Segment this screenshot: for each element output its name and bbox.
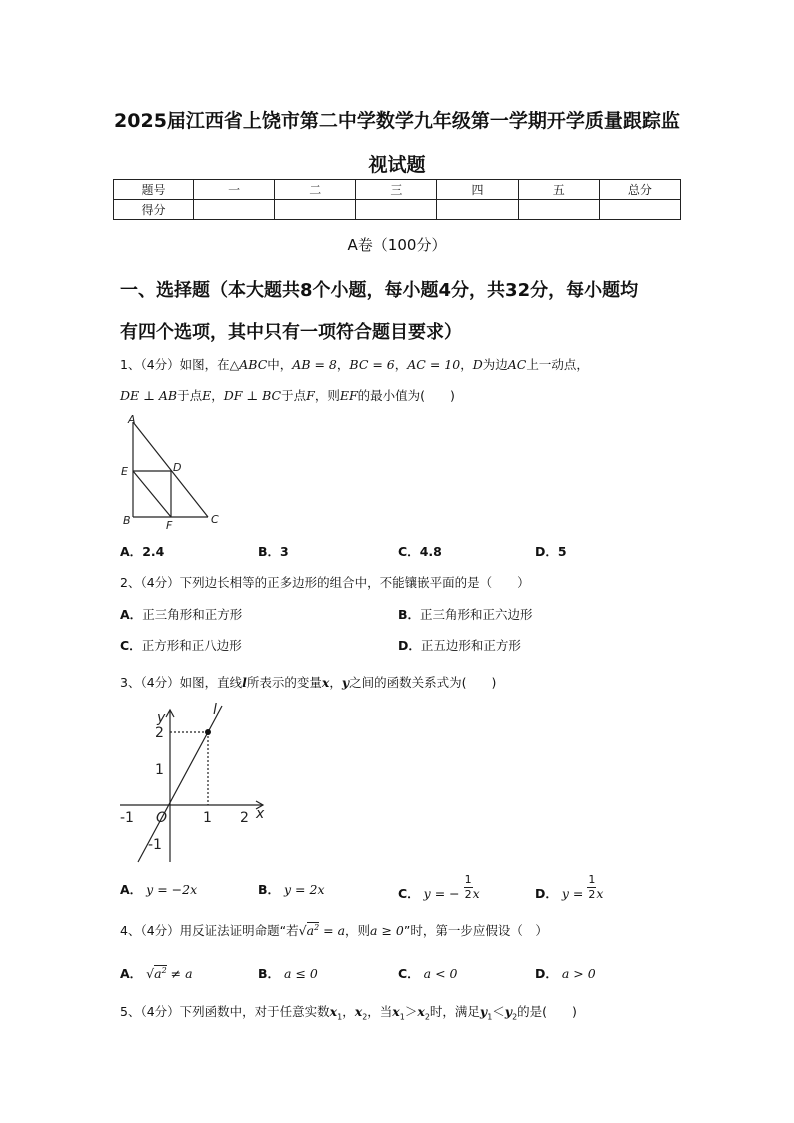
- score-cell: [599, 200, 680, 220]
- q5-sub: 2: [512, 1012, 518, 1022]
- label-f: F: [166, 519, 173, 532]
- fraction: [587, 873, 596, 902]
- q4-option-b[interactable]: [258, 964, 318, 982]
- score-table-score-row: [114, 200, 681, 220]
- option-formula-tail: x: [472, 886, 480, 901]
- q1-option-a[interactable]: [120, 542, 164, 560]
- option-formula: y = −: [423, 886, 460, 901]
- q5-text: ＞: [404, 1004, 418, 1019]
- score-table-header-row: [114, 180, 681, 200]
- q5-text: 的是( ): [517, 1004, 577, 1019]
- fraction: [464, 873, 473, 902]
- q5-var: x: [392, 1004, 400, 1019]
- triangle-figure: [115, 410, 225, 532]
- option-text: 正方形和正八边形: [141, 638, 242, 653]
- q5-text: ，: [342, 1004, 355, 1019]
- q3-math: x: [321, 675, 330, 690]
- option-formula: y =: [561, 886, 588, 901]
- option-key: B．: [258, 966, 281, 981]
- q5-text: ＜: [492, 1004, 505, 1019]
- score-cell: [518, 200, 599, 220]
- option-key: C．: [398, 966, 420, 981]
- option-formula: a ≤ 0: [284, 966, 318, 981]
- q5-sub: 2: [424, 1012, 430, 1022]
- option-key: B．: [258, 544, 281, 559]
- score-cell: [356, 200, 437, 220]
- sqrt-radicand: a: [306, 923, 315, 938]
- q5-sub: 1: [399, 1012, 405, 1022]
- fraction-numerator: 1: [464, 873, 472, 886]
- q5-text: ，当: [367, 1004, 393, 1019]
- score-table-header-cell: 四: [437, 180, 518, 200]
- question-4-text: [120, 921, 548, 939]
- paper-title-line2: 视试题: [368, 154, 426, 176]
- score-table-header-cell: 总分: [599, 180, 680, 200]
- option-key: A．: [120, 882, 143, 897]
- q5-var: x: [417, 1004, 425, 1019]
- option-key: A．: [120, 966, 143, 981]
- q3-option-c[interactable]: [398, 873, 480, 902]
- option-key: A．: [120, 607, 143, 622]
- q1-text: 于点: [281, 388, 307, 403]
- q3-option-a[interactable]: [120, 880, 197, 898]
- question-3-text: [120, 673, 496, 691]
- q1-math: AC: [507, 357, 527, 372]
- q5-sub: 2: [362, 1012, 368, 1022]
- score-row-label: 得分: [114, 200, 194, 220]
- label-c: C: [211, 513, 219, 526]
- q1-math: AB = 8: [292, 357, 337, 372]
- label-d: D: [173, 461, 182, 474]
- q5-var: y: [479, 1004, 488, 1019]
- section-heading-line2: 有四个选项，其中只有一项符合题目要求）: [120, 322, 462, 343]
- sqrt-expression: $√a^2$: [146, 965, 167, 981]
- option-key: D．: [398, 638, 421, 653]
- question-1-line1: [120, 355, 589, 373]
- q4-text: ，则: [345, 923, 371, 938]
- option-key: D．: [535, 886, 558, 901]
- score-cell: [275, 200, 356, 220]
- q3-option-d[interactable]: [535, 873, 603, 902]
- score-cell: [437, 200, 518, 220]
- score-table-header-cell: 一: [194, 180, 275, 200]
- option-text: 4.8: [419, 544, 442, 559]
- q1-math: DE ⊥ AB: [120, 388, 178, 403]
- q1-text: ，则: [314, 388, 340, 403]
- option-text: 2.4: [142, 544, 165, 559]
- q5-sub: 1: [487, 1012, 493, 1022]
- q3-text: 所表示的变量: [246, 675, 322, 690]
- x-axis-label: x: [256, 806, 265, 822]
- tick-y-minus1: -1: [148, 837, 162, 853]
- q1-text: 为边: [482, 357, 508, 372]
- option-key: B．: [398, 607, 421, 622]
- q4-option-d[interactable]: [535, 964, 596, 982]
- sqrt-expression: $√a^2$: [298, 922, 320, 938]
- option-formula: y = 2x: [284, 882, 325, 897]
- q1-math: BC = 6: [349, 357, 395, 372]
- score-table-header-cell: 三: [356, 180, 437, 200]
- tick-x-minus1: -1: [120, 810, 134, 826]
- q2-option-d[interactable]: [398, 636, 521, 654]
- function-graph: [115, 700, 275, 866]
- q3-math: y: [341, 675, 350, 690]
- tick-x-2: 2: [240, 810, 249, 826]
- option-text: 正五边形和正方形: [420, 638, 521, 653]
- q1-text: ，: [460, 357, 473, 372]
- score-table-header-cell: 二: [275, 180, 356, 200]
- line-label: l: [213, 702, 217, 718]
- q1-text: ，: [394, 357, 408, 372]
- fraction-denominator: 2: [588, 888, 596, 901]
- score-cell: [194, 200, 275, 220]
- paper-part-heading: A卷（100分）: [347, 236, 447, 254]
- tick-y-1: 1: [155, 762, 164, 778]
- q2-option-b[interactable]: [398, 605, 533, 623]
- option-formula: ≠ a: [166, 966, 193, 981]
- option-key: B．: [258, 882, 281, 897]
- q1-math: DF ⊥ BC: [223, 388, 282, 403]
- q3-option-b[interactable]: [258, 880, 325, 898]
- question-1-line2: [120, 386, 455, 404]
- option-key: C．: [398, 886, 420, 901]
- q5-text: 时，满足: [429, 1004, 480, 1019]
- q4-text: ”时，第一步应假设（ ）: [403, 923, 548, 938]
- q3-text: 3、（4分）如图，直线: [120, 675, 243, 690]
- score-table-header-cell: 五: [518, 180, 599, 200]
- option-key: A．: [120, 544, 143, 559]
- label-a: A: [128, 413, 136, 426]
- q1-math: AC = 10: [407, 357, 461, 372]
- q5-var: x: [329, 1004, 338, 1019]
- option-text: 5: [557, 544, 567, 559]
- option-key: D．: [535, 966, 558, 981]
- q5-var: y: [504, 1004, 513, 1019]
- q1-math: D: [472, 357, 483, 372]
- q3-text: ，: [329, 675, 342, 690]
- sqrt-radicand: a: [154, 966, 162, 981]
- q3-text: 之间的函数关系式为( ): [349, 675, 497, 690]
- q1-text: 的最小值为( ): [357, 388, 455, 403]
- fraction-denominator: 2: [464, 888, 472, 901]
- segment-ef: [133, 471, 171, 517]
- sqrt-exponent: 2: [161, 965, 167, 975]
- option-key: D．: [535, 544, 558, 559]
- option-formula: a > 0: [561, 966, 596, 981]
- q2-option-c[interactable]: [120, 636, 242, 654]
- tick-y-2: 2: [155, 725, 164, 741]
- q1-text: 中，: [267, 357, 293, 372]
- q1-text: 上一动点，: [526, 357, 589, 372]
- option-key: C．: [120, 638, 142, 653]
- q4-math: = a: [319, 923, 346, 938]
- q5-var: x: [354, 1004, 363, 1019]
- q1-option-d[interactable]: [535, 542, 567, 560]
- y-axis-label: y: [157, 710, 166, 726]
- q1-option-c[interactable]: [398, 542, 442, 560]
- q4-option-c[interactable]: [398, 964, 458, 982]
- q4-math: a ≥ 0: [370, 923, 404, 938]
- q1-text: 于点: [177, 388, 203, 403]
- question-5-text: [120, 1002, 577, 1022]
- option-formula: y = −2x: [146, 882, 198, 897]
- option-text: 正三角形和正方形: [142, 607, 243, 622]
- q2-option-a[interactable]: [120, 605, 242, 623]
- label-e: E: [121, 465, 128, 478]
- point-1-2: [205, 729, 211, 735]
- q1-option-b[interactable]: [258, 542, 289, 560]
- score-table: [113, 179, 681, 220]
- option-formula: a < 0: [423, 966, 458, 981]
- label-b: B: [123, 514, 131, 527]
- q1-math: △ABC: [229, 357, 268, 372]
- q4-text: 4、（4分）用反证法证明命题“若: [120, 923, 299, 938]
- q1-math: E: [202, 388, 212, 403]
- q5-sub: 1: [337, 1012, 343, 1022]
- option-key: C．: [398, 544, 420, 559]
- option-text: 正三角形和正六边形: [420, 607, 533, 622]
- score-table-header-cell: 题号: [114, 180, 194, 200]
- paper-title-line1: 2025届江西省上饶市第二中学数学九年级第一学期开学质量跟踪监: [114, 110, 680, 132]
- q4-option-a[interactable]: [120, 964, 193, 982]
- origin-label: O: [156, 810, 168, 826]
- q1-text: ，: [336, 357, 350, 372]
- section-heading-line1: 一、选择题（本大题共8个小题，每小题4分，共32分，每小题均: [120, 280, 639, 301]
- q5-text: 5、（4分）下列函数中，对于任意实数: [120, 1004, 330, 1019]
- tick-x-1: 1: [203, 810, 212, 826]
- q1-math: EF: [339, 388, 358, 403]
- sqrt-exponent: 2: [314, 922, 320, 932]
- option-formula-tail: x: [596, 886, 604, 901]
- option-text: 3: [280, 544, 289, 559]
- q3-math: l: [242, 675, 247, 690]
- q1-text: 1、（4分）如图，在: [120, 357, 230, 372]
- q1-math: F: [306, 388, 315, 403]
- fraction-numerator: 1: [588, 873, 596, 886]
- question-2-text: 2、（4分）下列边长相等的正多边形的组合中，不能镶嵌平面的是（ ）: [120, 575, 530, 590]
- q1-text: ，: [211, 388, 224, 403]
